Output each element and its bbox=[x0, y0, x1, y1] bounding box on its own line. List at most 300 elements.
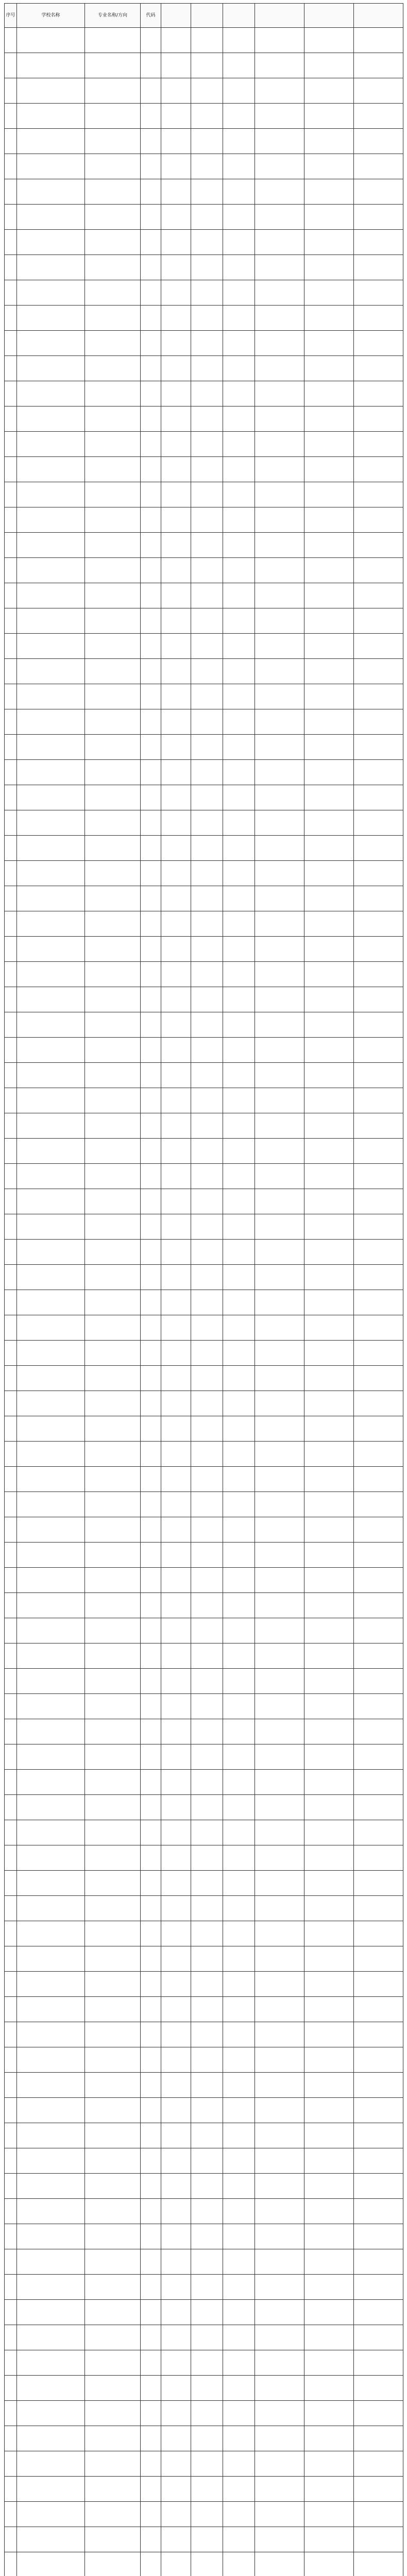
cell-school bbox=[17, 2426, 85, 2451]
cell-min_score bbox=[191, 987, 223, 1012]
admission-table-sheet bbox=[4, 3, 403, 2576]
cell-seq bbox=[5, 1214, 17, 1240]
cell-code bbox=[141, 1568, 161, 1593]
cell-code bbox=[141, 861, 161, 886]
table-row bbox=[5, 1921, 403, 1946]
cell-plan_count bbox=[161, 1240, 191, 1265]
cell-min_rank bbox=[223, 1366, 255, 1391]
cell-plan_count bbox=[161, 659, 191, 684]
cell-min_score bbox=[191, 280, 223, 306]
cell-min_score bbox=[191, 1467, 223, 1492]
cell-code bbox=[141, 230, 161, 255]
cell-extra1 bbox=[255, 1341, 304, 1366]
cell-plan_count bbox=[161, 1618, 191, 1643]
cell-extra3 bbox=[354, 1896, 403, 1921]
cell-extra3 bbox=[354, 2300, 403, 2325]
cell-plan_count bbox=[161, 2401, 191, 2426]
cell-plan_count bbox=[161, 861, 191, 886]
cell-min_rank bbox=[223, 78, 255, 104]
cell-extra3 bbox=[354, 2451, 403, 2477]
cell-min_rank bbox=[223, 886, 255, 911]
cell-extra3 bbox=[354, 785, 403, 810]
cell-min_score bbox=[191, 1063, 223, 1088]
cell-min_rank bbox=[223, 1669, 255, 1694]
cell-plan_count bbox=[161, 886, 191, 911]
cell-code bbox=[141, 1063, 161, 1088]
cell-extra2 bbox=[304, 1871, 354, 1896]
cell-extra2 bbox=[304, 1189, 354, 1214]
cell-min_score bbox=[191, 2325, 223, 2350]
table-row bbox=[5, 1643, 403, 1669]
cell-major bbox=[85, 381, 141, 406]
cell-code bbox=[141, 129, 161, 154]
cell-extra3 bbox=[354, 1997, 403, 2022]
cell-plan_count bbox=[161, 2477, 191, 2502]
cell-extra1 bbox=[255, 836, 304, 861]
cell-min_rank bbox=[223, 1568, 255, 1593]
cell-extra3 bbox=[354, 533, 403, 558]
cell-min_rank bbox=[223, 1341, 255, 1366]
cell-school bbox=[17, 1593, 85, 1618]
cell-plan_count bbox=[161, 2426, 191, 2451]
cell-extra3 bbox=[354, 760, 403, 785]
cell-seq bbox=[5, 1997, 17, 2022]
cell-plan_count bbox=[161, 356, 191, 381]
cell-min_score bbox=[191, 709, 223, 735]
cell-major bbox=[85, 1593, 141, 1618]
cell-extra2 bbox=[304, 2552, 354, 2576]
cell-seq bbox=[5, 735, 17, 760]
cell-school bbox=[17, 2376, 85, 2401]
cell-extra2 bbox=[304, 2275, 354, 2300]
cell-min_rank bbox=[223, 2199, 255, 2224]
cell-plan_count bbox=[161, 684, 191, 709]
cell-min_rank bbox=[223, 1694, 255, 1719]
cell-seq bbox=[5, 1366, 17, 1391]
cell-extra2 bbox=[304, 1770, 354, 1795]
cell-plan_count bbox=[161, 1139, 191, 1164]
cell-plan_count bbox=[161, 1997, 191, 2022]
cell-code bbox=[141, 2477, 161, 2502]
cell-min_score bbox=[191, 1972, 223, 1997]
cell-seq bbox=[5, 1719, 17, 1744]
cell-min_rank bbox=[223, 1643, 255, 1669]
cell-code bbox=[141, 1669, 161, 1694]
cell-extra3 bbox=[354, 1795, 403, 1820]
cell-extra1 bbox=[255, 861, 304, 886]
cell-extra2 bbox=[304, 432, 354, 457]
cell-min_rank bbox=[223, 482, 255, 507]
table-row bbox=[5, 2249, 403, 2275]
cell-min_rank bbox=[223, 937, 255, 962]
cell-seq bbox=[5, 2376, 17, 2401]
cell-plan_count bbox=[161, 482, 191, 507]
cell-major bbox=[85, 1795, 141, 1820]
cell-min_rank bbox=[223, 659, 255, 684]
cell-extra3 bbox=[354, 1467, 403, 1492]
cell-min_rank bbox=[223, 634, 255, 659]
cell-school bbox=[17, 406, 85, 432]
table-row bbox=[5, 1492, 403, 1517]
cell-seq bbox=[5, 2098, 17, 2123]
cell-extra1 bbox=[255, 2275, 304, 2300]
cell-extra2 bbox=[304, 1795, 354, 1820]
cell-min_rank bbox=[223, 179, 255, 205]
cell-code bbox=[141, 911, 161, 937]
cell-min_score bbox=[191, 634, 223, 659]
table-row bbox=[5, 2098, 403, 2123]
cell-major bbox=[85, 2098, 141, 2123]
cell-min_score bbox=[191, 1618, 223, 1643]
cell-min_score bbox=[191, 558, 223, 583]
table-row bbox=[5, 179, 403, 205]
header-extra-1 bbox=[255, 4, 304, 28]
cell-seq bbox=[5, 179, 17, 205]
cell-code bbox=[141, 1845, 161, 1871]
cell-extra2 bbox=[304, 1896, 354, 1921]
cell-major bbox=[85, 331, 141, 356]
cell-extra1 bbox=[255, 179, 304, 205]
cell-plan_count bbox=[161, 1669, 191, 1694]
cell-seq bbox=[5, 2174, 17, 2199]
cell-major bbox=[85, 987, 141, 1012]
cell-code bbox=[141, 2249, 161, 2275]
cell-school bbox=[17, 1189, 85, 1214]
cell-seq bbox=[5, 457, 17, 482]
cell-extra1 bbox=[255, 2477, 304, 2502]
cell-school bbox=[17, 1543, 85, 1568]
cell-seq bbox=[5, 2275, 17, 2300]
cell-extra2 bbox=[304, 457, 354, 482]
cell-code bbox=[141, 886, 161, 911]
cell-extra1 bbox=[255, 1770, 304, 1795]
cell-code bbox=[141, 1467, 161, 1492]
cell-seq bbox=[5, 1416, 17, 1442]
cell-min_score bbox=[191, 1366, 223, 1391]
table-row bbox=[5, 1113, 403, 1139]
table-row bbox=[5, 154, 403, 179]
cell-plan_count bbox=[161, 507, 191, 533]
cell-seq bbox=[5, 836, 17, 861]
cell-school bbox=[17, 1240, 85, 1265]
table-row bbox=[5, 2325, 403, 2350]
cell-extra3 bbox=[354, 2426, 403, 2451]
cell-major bbox=[85, 659, 141, 684]
cell-major bbox=[85, 1896, 141, 1921]
table-row bbox=[5, 306, 403, 331]
cell-major bbox=[85, 1442, 141, 1467]
cell-school bbox=[17, 735, 85, 760]
cell-min_score bbox=[191, 1568, 223, 1593]
cell-seq bbox=[5, 1467, 17, 1492]
cell-min_score bbox=[191, 2477, 223, 2502]
cell-extra2 bbox=[304, 306, 354, 331]
cell-extra3 bbox=[354, 1063, 403, 1088]
cell-seq bbox=[5, 1896, 17, 1921]
cell-extra3 bbox=[354, 558, 403, 583]
cell-school bbox=[17, 356, 85, 381]
cell-major bbox=[85, 1265, 141, 1290]
table-row bbox=[5, 1669, 403, 1694]
cell-extra1 bbox=[255, 1467, 304, 1492]
cell-min_rank bbox=[223, 2123, 255, 2148]
cell-extra1 bbox=[255, 1012, 304, 1038]
cell-extra3 bbox=[354, 1265, 403, 1290]
cell-extra3 bbox=[354, 482, 403, 507]
table-row bbox=[5, 2376, 403, 2401]
cell-plan_count bbox=[161, 735, 191, 760]
cell-extra3 bbox=[354, 2325, 403, 2350]
cell-plan_count bbox=[161, 937, 191, 962]
table-row bbox=[5, 2350, 403, 2376]
cell-major bbox=[85, 1391, 141, 1416]
cell-min_score bbox=[191, 1240, 223, 1265]
table-row bbox=[5, 709, 403, 735]
cell-extra2 bbox=[304, 230, 354, 255]
table-row bbox=[5, 1038, 403, 1063]
cell-seq bbox=[5, 987, 17, 1012]
cell-extra1 bbox=[255, 785, 304, 810]
cell-major bbox=[85, 583, 141, 608]
cell-school bbox=[17, 1643, 85, 1669]
cell-major bbox=[85, 886, 141, 911]
cell-min_score bbox=[191, 1921, 223, 1946]
cell-min_rank bbox=[223, 1189, 255, 1214]
cell-seq bbox=[5, 1063, 17, 1088]
cell-code bbox=[141, 205, 161, 230]
cell-min_score bbox=[191, 1871, 223, 1896]
cell-min_score bbox=[191, 1492, 223, 1517]
cell-major bbox=[85, 2174, 141, 2199]
cell-min_score bbox=[191, 937, 223, 962]
cell-seq bbox=[5, 608, 17, 634]
cell-min_score bbox=[191, 457, 223, 482]
cell-extra1 bbox=[255, 1063, 304, 1088]
cell-school bbox=[17, 2224, 85, 2249]
cell-extra3 bbox=[354, 634, 403, 659]
cell-school bbox=[17, 129, 85, 154]
cell-seq bbox=[5, 1341, 17, 1366]
cell-extra1 bbox=[255, 1593, 304, 1618]
cell-min_rank bbox=[223, 129, 255, 154]
cell-extra3 bbox=[354, 1770, 403, 1795]
cell-plan_count bbox=[161, 1214, 191, 1240]
cell-min_score bbox=[191, 1744, 223, 1770]
cell-min_score bbox=[191, 1012, 223, 1038]
cell-seq bbox=[5, 482, 17, 507]
cell-major bbox=[85, 1744, 141, 1770]
cell-major bbox=[85, 1290, 141, 1315]
table-row bbox=[5, 1265, 403, 1290]
cell-plan_count bbox=[161, 911, 191, 937]
cell-school bbox=[17, 2073, 85, 2098]
cell-school bbox=[17, 836, 85, 861]
cell-code bbox=[141, 659, 161, 684]
cell-extra2 bbox=[304, 785, 354, 810]
cell-school bbox=[17, 1214, 85, 1240]
cell-school bbox=[17, 1038, 85, 1063]
cell-extra3 bbox=[354, 1038, 403, 1063]
cell-major bbox=[85, 1517, 141, 1543]
cell-min_score bbox=[191, 255, 223, 280]
cell-min_score bbox=[191, 1795, 223, 1820]
cell-school bbox=[17, 1315, 85, 1341]
cell-major bbox=[85, 1568, 141, 1593]
cell-min_score bbox=[191, 1593, 223, 1618]
cell-min_score bbox=[191, 785, 223, 810]
table-row bbox=[5, 608, 403, 634]
cell-major bbox=[85, 1492, 141, 1517]
table-row bbox=[5, 482, 403, 507]
cell-extra2 bbox=[304, 2325, 354, 2350]
cell-school bbox=[17, 255, 85, 280]
cell-school bbox=[17, 1139, 85, 1164]
cell-extra1 bbox=[255, 2451, 304, 2477]
cell-min_score bbox=[191, 2123, 223, 2148]
cell-min_rank bbox=[223, 381, 255, 406]
cell-min_rank bbox=[223, 911, 255, 937]
cell-min_rank bbox=[223, 1795, 255, 1820]
cell-min_rank bbox=[223, 1593, 255, 1618]
cell-seq bbox=[5, 1946, 17, 1972]
cell-extra2 bbox=[304, 2350, 354, 2376]
cell-extra1 bbox=[255, 1896, 304, 1921]
cell-extra3 bbox=[354, 1088, 403, 1113]
cell-extra3 bbox=[354, 810, 403, 836]
cell-school bbox=[17, 2477, 85, 2502]
cell-extra3 bbox=[354, 886, 403, 911]
cell-major bbox=[85, 255, 141, 280]
cell-extra3 bbox=[354, 1442, 403, 1467]
table-row bbox=[5, 558, 403, 583]
cell-extra1 bbox=[255, 2148, 304, 2174]
table-row bbox=[5, 331, 403, 356]
cell-min_score bbox=[191, 810, 223, 836]
cell-seq bbox=[5, 2325, 17, 2350]
table-row bbox=[5, 1442, 403, 1467]
cell-school bbox=[17, 1946, 85, 1972]
cell-seq bbox=[5, 1442, 17, 1467]
cell-plan_count bbox=[161, 2047, 191, 2073]
table-row bbox=[5, 2401, 403, 2426]
cell-seq bbox=[5, 129, 17, 154]
cell-extra1 bbox=[255, 1492, 304, 1517]
cell-plan_count bbox=[161, 280, 191, 306]
cell-seq bbox=[5, 1770, 17, 1795]
cell-extra1 bbox=[255, 2527, 304, 2552]
cell-code bbox=[141, 1139, 161, 1164]
cell-major bbox=[85, 2275, 141, 2300]
cell-code bbox=[141, 1366, 161, 1391]
cell-seq bbox=[5, 432, 17, 457]
table-row bbox=[5, 760, 403, 785]
cell-extra1 bbox=[255, 331, 304, 356]
cell-seq bbox=[5, 684, 17, 709]
cell-school bbox=[17, 1492, 85, 1517]
cell-extra1 bbox=[255, 2098, 304, 2123]
cell-major bbox=[85, 533, 141, 558]
table-row bbox=[5, 1416, 403, 1442]
header-code: 代码 bbox=[141, 4, 161, 28]
cell-extra3 bbox=[354, 1164, 403, 1189]
cell-min_score bbox=[191, 1038, 223, 1063]
cell-major bbox=[85, 1543, 141, 1568]
cell-plan_count bbox=[161, 1189, 191, 1214]
cell-plan_count bbox=[161, 1972, 191, 1997]
cell-major bbox=[85, 356, 141, 381]
cell-school bbox=[17, 2300, 85, 2325]
cell-code bbox=[141, 1240, 161, 1265]
cell-code bbox=[141, 634, 161, 659]
cell-major bbox=[85, 1063, 141, 1088]
cell-extra1 bbox=[255, 1416, 304, 1442]
cell-major bbox=[85, 709, 141, 735]
cell-code bbox=[141, 785, 161, 810]
cell-min_rank bbox=[223, 306, 255, 331]
cell-plan_count bbox=[161, 1113, 191, 1139]
cell-school bbox=[17, 154, 85, 179]
cell-plan_count bbox=[161, 760, 191, 785]
cell-school bbox=[17, 634, 85, 659]
cell-min_score bbox=[191, 1820, 223, 1845]
cell-seq bbox=[5, 2401, 17, 2426]
cell-school bbox=[17, 1568, 85, 1593]
cell-school bbox=[17, 558, 85, 583]
cell-min_rank bbox=[223, 1214, 255, 1240]
cell-min_score bbox=[191, 2527, 223, 2552]
cell-min_rank bbox=[223, 205, 255, 230]
cell-school bbox=[17, 1669, 85, 1694]
cell-code bbox=[141, 1997, 161, 2022]
cell-extra2 bbox=[304, 2022, 354, 2047]
cell-seq bbox=[5, 659, 17, 684]
table-row bbox=[5, 1618, 403, 1643]
cell-extra3 bbox=[354, 53, 403, 78]
cell-code bbox=[141, 432, 161, 457]
cell-min_rank bbox=[223, 1063, 255, 1088]
cell-extra3 bbox=[354, 2502, 403, 2527]
cell-extra1 bbox=[255, 1543, 304, 1568]
cell-major bbox=[85, 1946, 141, 1972]
cell-school bbox=[17, 2174, 85, 2199]
header-extra-2 bbox=[304, 4, 354, 28]
cell-min_score bbox=[191, 2502, 223, 2527]
cell-plan_count bbox=[161, 255, 191, 280]
cell-extra2 bbox=[304, 1820, 354, 1845]
cell-school bbox=[17, 1366, 85, 1391]
cell-school bbox=[17, 1618, 85, 1643]
cell-code bbox=[141, 1391, 161, 1416]
cell-plan_count bbox=[161, 205, 191, 230]
cell-plan_count bbox=[161, 2224, 191, 2249]
cell-extra2 bbox=[304, 836, 354, 861]
cell-min_score bbox=[191, 1896, 223, 1921]
table-row bbox=[5, 1694, 403, 1719]
cell-school bbox=[17, 2148, 85, 2174]
cell-extra3 bbox=[354, 1366, 403, 1391]
cell-code bbox=[141, 1416, 161, 1442]
cell-code bbox=[141, 2426, 161, 2451]
cell-min_score bbox=[191, 2300, 223, 2325]
cell-seq bbox=[5, 1972, 17, 1997]
cell-seq bbox=[5, 1618, 17, 1643]
cell-seq bbox=[5, 1871, 17, 1896]
cell-extra2 bbox=[304, 1946, 354, 1972]
cell-min_score bbox=[191, 482, 223, 507]
cell-extra3 bbox=[354, 1492, 403, 1517]
cell-extra2 bbox=[304, 659, 354, 684]
cell-code bbox=[141, 2022, 161, 2047]
